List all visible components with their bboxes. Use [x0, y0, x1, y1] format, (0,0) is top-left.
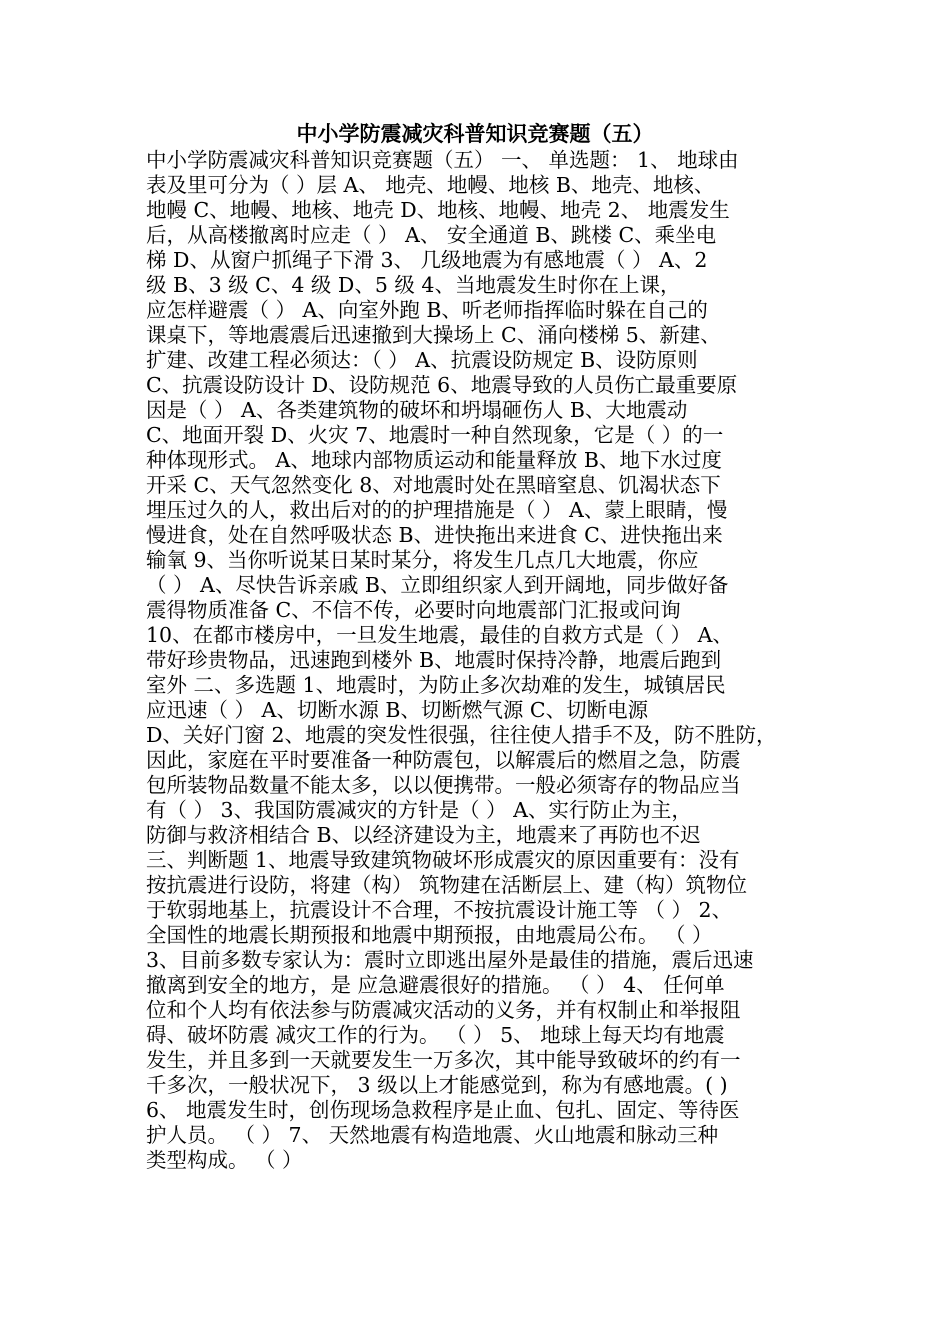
body-line: 室外 二、多选题 1、地震时，为防止多次劫难的发生，城镇居民: [146, 673, 726, 697]
body-line: 发生，并且多到一天就要发生一万多次，其中能导致破坏的约有一: [146, 1048, 741, 1072]
document-body: [146, 148, 826, 1173]
body-line: 应怎样避震（ ） A、向室外跑 B、听老师指挥临时躲在自己的: [146, 298, 708, 322]
body-line: 后，从高楼撤离时应走（ ） A、 安全通道 B、跳楼 C、乘坐电: [146, 223, 717, 247]
body-line: 按抗震进行设防，将建（构） 筑物建在活断层上、建（构）筑物位: [146, 873, 748, 897]
body-line: 带好珍贵物品，迅速跑到楼外 B、地震时保持冷静，地震后跑到: [146, 648, 722, 672]
body-line: C、抗震设防设计 D、设防规范 6、地震导致的人员伤亡最重要原: [146, 373, 738, 397]
body-line: （ ） A、尽快告诉亲戚 B、立即组织家人到开阔地，同步做好备: [146, 573, 729, 597]
body-line: 震得物质准备 C、不信不传，必要时向地震部门汇报或问询: [146, 598, 681, 622]
body-line: 全国性的地震长期预报和地震中期预报，由地震局公布。 （ ）: [146, 923, 713, 947]
body-line: 扩建、改建工程必须达：（ ） A、抗震设防规定 B、设防原则: [146, 348, 698, 372]
body-line: 碍、破坏防震 减灾工作的行为。 （ ） 5、 地球上每天均有地震: [146, 1023, 725, 1047]
body-line: 开采 C、天气忽然变化 8、对地震时处在黑暗窒息、饥渴状态下: [146, 473, 721, 497]
body-line: D、关好门窗 2、地震的突发性很强，往往使人措手不及，防不胜防，: [146, 723, 777, 747]
body-line: C、地面开裂 D、火灾 7、地震时一种自然现象，它是（ ）的一: [146, 423, 724, 447]
body-line: 梯 D、从窗户抓绳子下滑 3、 几级地震为有感地震（ ） A、2: [146, 248, 708, 272]
body-line: 输氧 9、当你听说某日某时某分，将发生几点几大地震，你应: [146, 548, 699, 572]
body-line: 种体现形式。 A、地球内部物质运动和能量释放 B、地下水过度: [146, 448, 722, 472]
document-title: 中小学防震减灾科普知识竞赛题（五）: [296, 121, 654, 146]
body-line: 级 B、3 级 C、4 级 D、5 级 4、当地震发生时你在上课，: [146, 273, 681, 297]
body-line: 有（ ） 3、我国防震减灾的方针是（ ） A、实行防止为主，: [146, 798, 692, 822]
body-line: 中小学防震减灾科普知识竞赛题（五） 一、 单选题： 1、 地球由: [146, 148, 739, 172]
body-line: 护人员。 （ ） 7、 天然地震有构造地震、火山地震和脉动三种: [146, 1123, 719, 1147]
body-line: 位和个人均有依法参与防震减灾活动的义务，并有权制止和举报阻: [146, 998, 741, 1022]
body-line: 埋压过久的人，救出后对的的护理措施是（ ） A、蒙上眼睛，慢: [146, 498, 728, 522]
body-line: 10、在都市楼房中，一旦发生地震，最佳的自救方式是（ ） A、: [146, 623, 733, 647]
body-line: 类型构成。 （ ）: [146, 1148, 303, 1172]
body-line: 因此，家庭在平时要准备一种防震包，以解震后的燃眉之急，防震: [146, 748, 741, 772]
body-line: 包所装物品数量不能太多，以以便携带。一般必须寄存的物品应当: [146, 773, 741, 797]
body-line: 因是（ ） A、各类建筑物的破坏和坍塌砸伤人 B、大地震动: [146, 398, 688, 422]
body-line: 于软弱地基上，抗震设计不合理，不按抗震设计施工等 （ ） 2、: [146, 898, 733, 922]
body-line: 表及里可分为（ ）层 A、 地壳、地幔、地核 B、地壳、地核、: [146, 173, 715, 197]
body-line: 千多次，一般状况下， 3 级以上才能感觉到，称为有感地震。( ): [146, 1073, 728, 1097]
body-line: 三、判断题 1、地震导致建筑物破坏形成震灾的原因重要有：没有: [146, 848, 740, 872]
body-line: 慢进食，处在自然呼吸状态 B、进快拖出来进食 C、进快拖出来: [146, 523, 723, 547]
body-line: 撤离到安全的地方，是 应急避震很好的措施。 （ ） 4、 任何单: [146, 973, 725, 997]
body-line: 应迅速（ ） A、切断水源 B、切断燃气源 C、切断电源: [146, 698, 649, 722]
body-line: 地幔 C、地幔、地核、地壳 D、地核、地幔、地壳 2、 地震发生: [146, 198, 730, 222]
body-line: 课桌下，等地震震后迅速撤到大操场上 C、涌向楼梯 5、新建、: [146, 323, 721, 347]
body-line: 防御与救济相结合 B、以经济建设为主，地震来了再防也不迟: [146, 823, 701, 847]
body-line: 6、 地震发生时，创伤现场急救程序是止血、包扎、固定、等待医: [146, 1098, 740, 1122]
body-line: 3、目前多数专家认为：震时立即逃出屋外是最佳的措施，震后迅速: [146, 948, 754, 972]
